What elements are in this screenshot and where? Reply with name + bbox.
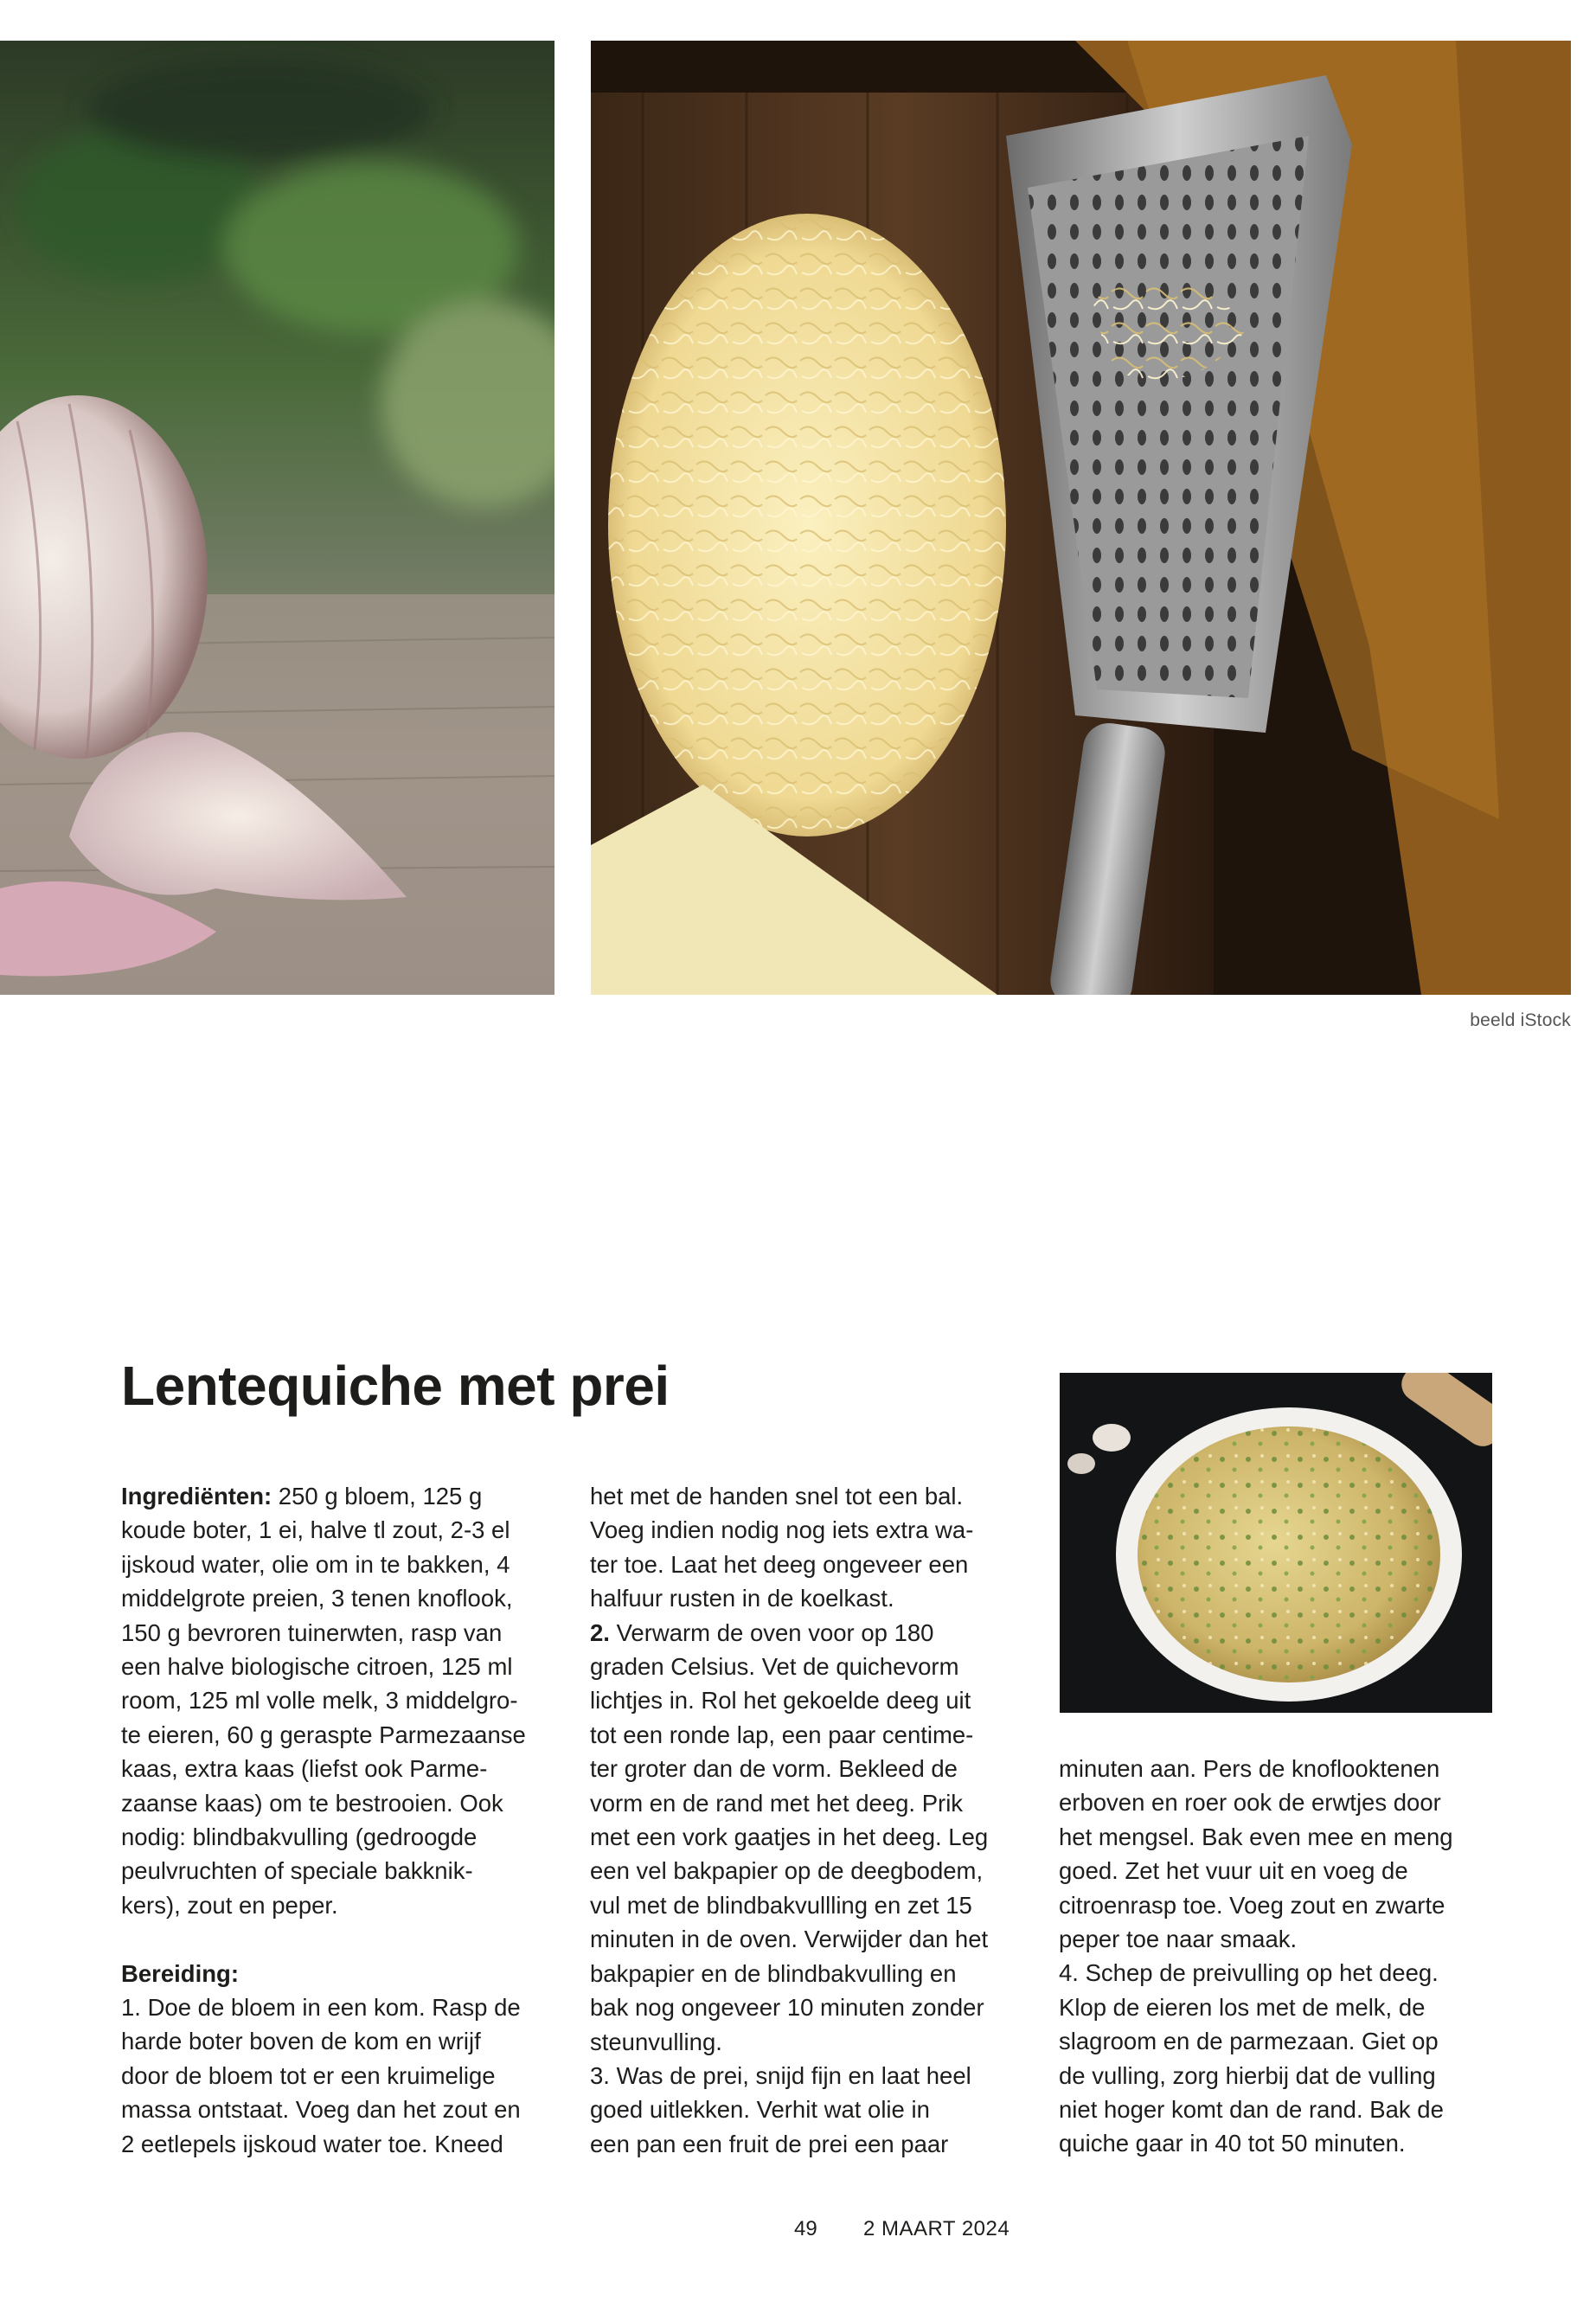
- text-line: bakpapier en de blindbakvulling en: [590, 1959, 957, 1987]
- text-line: Verwarm de oven voor op 180: [609, 1618, 934, 1646]
- text-line: citroenrasp toe. Voeg zout en zwarte: [1059, 1891, 1445, 1919]
- grated-cheese-photo: [591, 41, 1571, 995]
- text-line: het mengsel. Bak even mee en meng: [1059, 1823, 1453, 1850]
- steps-paragraph: [1059, 1752, 1509, 2161]
- text-line: goed uitlekken. Verhit wat olie in: [590, 2096, 930, 2124]
- recipe-column-3: [1059, 1752, 1509, 2161]
- text-line: goed. Zet het vuur uit en voeg de: [1059, 1857, 1408, 1885]
- quiche-photo: [1060, 1373, 1492, 1713]
- text-line: zaanse kaas) om te bestrooien. Ook: [121, 1789, 503, 1817]
- text-line: harde boter boven de kom en wrijf: [121, 2028, 481, 2055]
- text-line: te eieren, 60 g geraspte Parmezaanse: [121, 1721, 526, 1748]
- bereiding-label: Bereiding:: [121, 1959, 239, 1987]
- text-line: vul met de blindbakvullling en zet 15: [590, 1891, 972, 1919]
- ingredients-label: Ingrediënten:: [121, 1483, 272, 1509]
- text-line: lichtjes in. Rol het gekoelde deeg uit: [590, 1687, 971, 1715]
- text-line: de vulling, zorg hierbij dat de vulling: [1059, 2061, 1436, 2089]
- recipe-column-2: [590, 1479, 1040, 2161]
- photo-credit: beeld iStock: [1470, 1010, 1571, 1030]
- page-number: 49: [794, 2217, 817, 2240]
- text-line: minuten in de oven. Verwijder dan het: [590, 1926, 989, 1953]
- text-line: 3. Was de prei, snijd fijn en laat heel: [590, 2061, 971, 2089]
- text-line: ter toe. Laat het deeg ongeveer een: [590, 1550, 969, 1578]
- text-line: graden Celsius. Vet de quichevorm: [590, 1653, 959, 1681]
- text-line: massa ontstaat. Voeg dan het zout en: [121, 2096, 521, 2124]
- text-line: een vel bakpapier op de deegbodem,: [590, 1857, 984, 1885]
- garlic-photo: [0, 41, 554, 995]
- bereiding-paragraph: [121, 1957, 571, 2161]
- text-line: slagroom en de parmezaan. Giet op: [1059, 2028, 1439, 2055]
- step-2-number: 2.: [590, 1618, 610, 1646]
- text-line: halfuur rusten in de koelkast.: [590, 1585, 894, 1612]
- text-line: nodig: blindbakvulling (gedroogde: [121, 1823, 478, 1851]
- text-line: 1. Doe de bloem in een kom. Rasp de: [121, 1994, 521, 2022]
- text-line: steunvulling.: [590, 2028, 722, 2055]
- text-line: een halve biologische citroen, 125 ml: [121, 1653, 513, 1681]
- text-line: peulvruchten of speciale bakknik-: [121, 1857, 473, 1885]
- issue-date: 2 MAART 2024: [863, 2217, 1010, 2240]
- text-line: ter groter dan de vorm. Bekleed de: [590, 1755, 958, 1783]
- text-line: niet hoger komt dan de rand. Bak de: [1059, 2096, 1444, 2124]
- text-line: bak nog ongeveer 10 minuten zonder: [590, 1994, 984, 2022]
- text-line: room, 125 ml volle melk, 3 middelgro-: [121, 1687, 518, 1715]
- text-line: ijskoud water, olie om in te bakken, 4: [121, 1550, 510, 1578]
- text-line: tot een ronde lap, een paar centime-: [590, 1721, 974, 1748]
- text-line: erboven en roer ook de erwtjes door: [1059, 1789, 1441, 1817]
- steps-paragraph: [590, 1479, 1040, 2161]
- text-line: 250 g bloem, 125 g: [272, 1483, 483, 1509]
- text-line: vorm en de rand met het deeg. Prik: [590, 1789, 964, 1817]
- text-line: middelgrote preien, 3 tenen knoflook,: [121, 1585, 513, 1612]
- text-line: het met de handen snel tot een bal.: [590, 1483, 964, 1509]
- text-line: 4. Schep de preivulling op het deeg.: [1059, 1959, 1439, 1987]
- text-line: Klop de eieren los met de melk, de: [1059, 1993, 1426, 2021]
- text-line: 150 g bevroren tuinerwten, rasp van: [121, 1618, 503, 1646]
- text-line: quiche gaar in 40 tot 50 minuten.: [1059, 2130, 1406, 2157]
- text-line: minuten aan. Pers de knoflooktenen: [1059, 1755, 1440, 1782]
- text-line: kaas, extra kaas (liefst ook Parme-: [121, 1755, 488, 1783]
- ingredients-paragraph: [121, 1479, 571, 1922]
- text-line: Voeg indien nodig nog iets extra wa-: [590, 1516, 974, 1544]
- recipe-title: Lentequiche met prei: [121, 1355, 670, 1417]
- text-line: peper toe naar smaak.: [1059, 1926, 1298, 1953]
- text-line: door de bloem tot er een kruimelige: [121, 2061, 496, 2089]
- recipe-column-1: [121, 1479, 571, 2161]
- text-line: met een vork gaatjes in het deeg. Leg: [590, 1823, 989, 1851]
- text-line: kers), zout en peper.: [121, 1891, 338, 1919]
- text-line: 2 eetlepels ijskoud water toe. Kneed: [121, 2130, 503, 2157]
- text-line: koude boter, 1 ei, halve tl zout, 2-3 el: [121, 1516, 510, 1544]
- text-line: een pan een fruit de prei een paar: [590, 2130, 949, 2157]
